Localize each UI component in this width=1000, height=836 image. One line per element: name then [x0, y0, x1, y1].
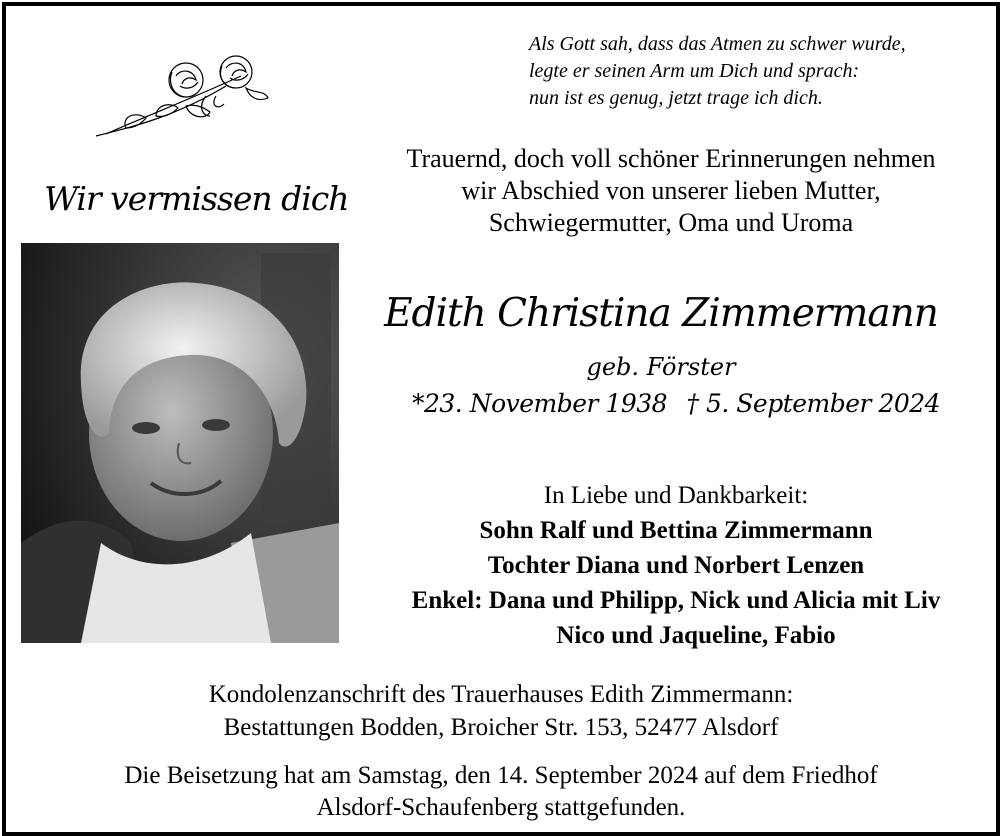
family-heading: In Liebe und Dankbarkeit:	[543, 482, 809, 509]
burial-line: Die Beisetzung hat am Samstag, den 14. September 2024 auf dem Friedhof	[124, 762, 878, 789]
family-line: Enkel: Dana und Philipp, Nick und Alicia mit Liv	[411, 587, 941, 614]
portrait-photo	[21, 243, 339, 643]
birth-date: *23. November 1938	[412, 389, 668, 418]
condolence-line: Kondolenzanschrift des Trauerhauses Edith Zimmermann:	[208, 681, 794, 708]
birth-name: geb. Förster	[586, 353, 736, 381]
motto: Wir vermissen dich	[44, 179, 349, 218]
burial-notice	[6, 760, 996, 824]
family-line: Tochter Diana und Norbert Lenzen	[487, 552, 865, 579]
family-line: Nico und Jaqueline, Fabio	[556, 622, 836, 649]
intro-line: wir Abschied von unserer lieben Mutter,	[461, 176, 881, 205]
family-signatures	[346, 478, 1000, 653]
poem-line: legte er seinen Arm um Dich und sprach:	[529, 60, 860, 82]
life-dates	[406, 389, 941, 418]
poem-line: Als Gott sah, dass das Atmen zu schwer wurde,	[529, 33, 906, 55]
deceased-name: Edith Christina Zimmermann	[384, 291, 938, 336]
poem	[529, 31, 989, 112]
condolence-line: Bestattungen Bodden, Broicher Str. 153, 52477 Alsdorf	[223, 714, 779, 741]
intro-line: Schwiegermutter, Oma und Uroma	[488, 208, 854, 237]
intro-line: Trauernd, doch voll schöner Erinnerungen nehmen	[406, 144, 936, 173]
family-line: Sohn Ralf und Bettina Zimmermann	[479, 517, 873, 544]
intro-text	[346, 143, 996, 239]
burial-line: Alsdorf-Schaufenberg stattgefunden.	[316, 794, 686, 821]
poem-line: nun ist es genug, jetzt trage ich dich.	[529, 87, 823, 109]
obituary-frame	[2, 2, 1000, 836]
rose-illustration-icon	[86, 46, 286, 146]
death-date: † 5. September 2024	[686, 389, 941, 418]
condolence-address	[6, 678, 996, 744]
